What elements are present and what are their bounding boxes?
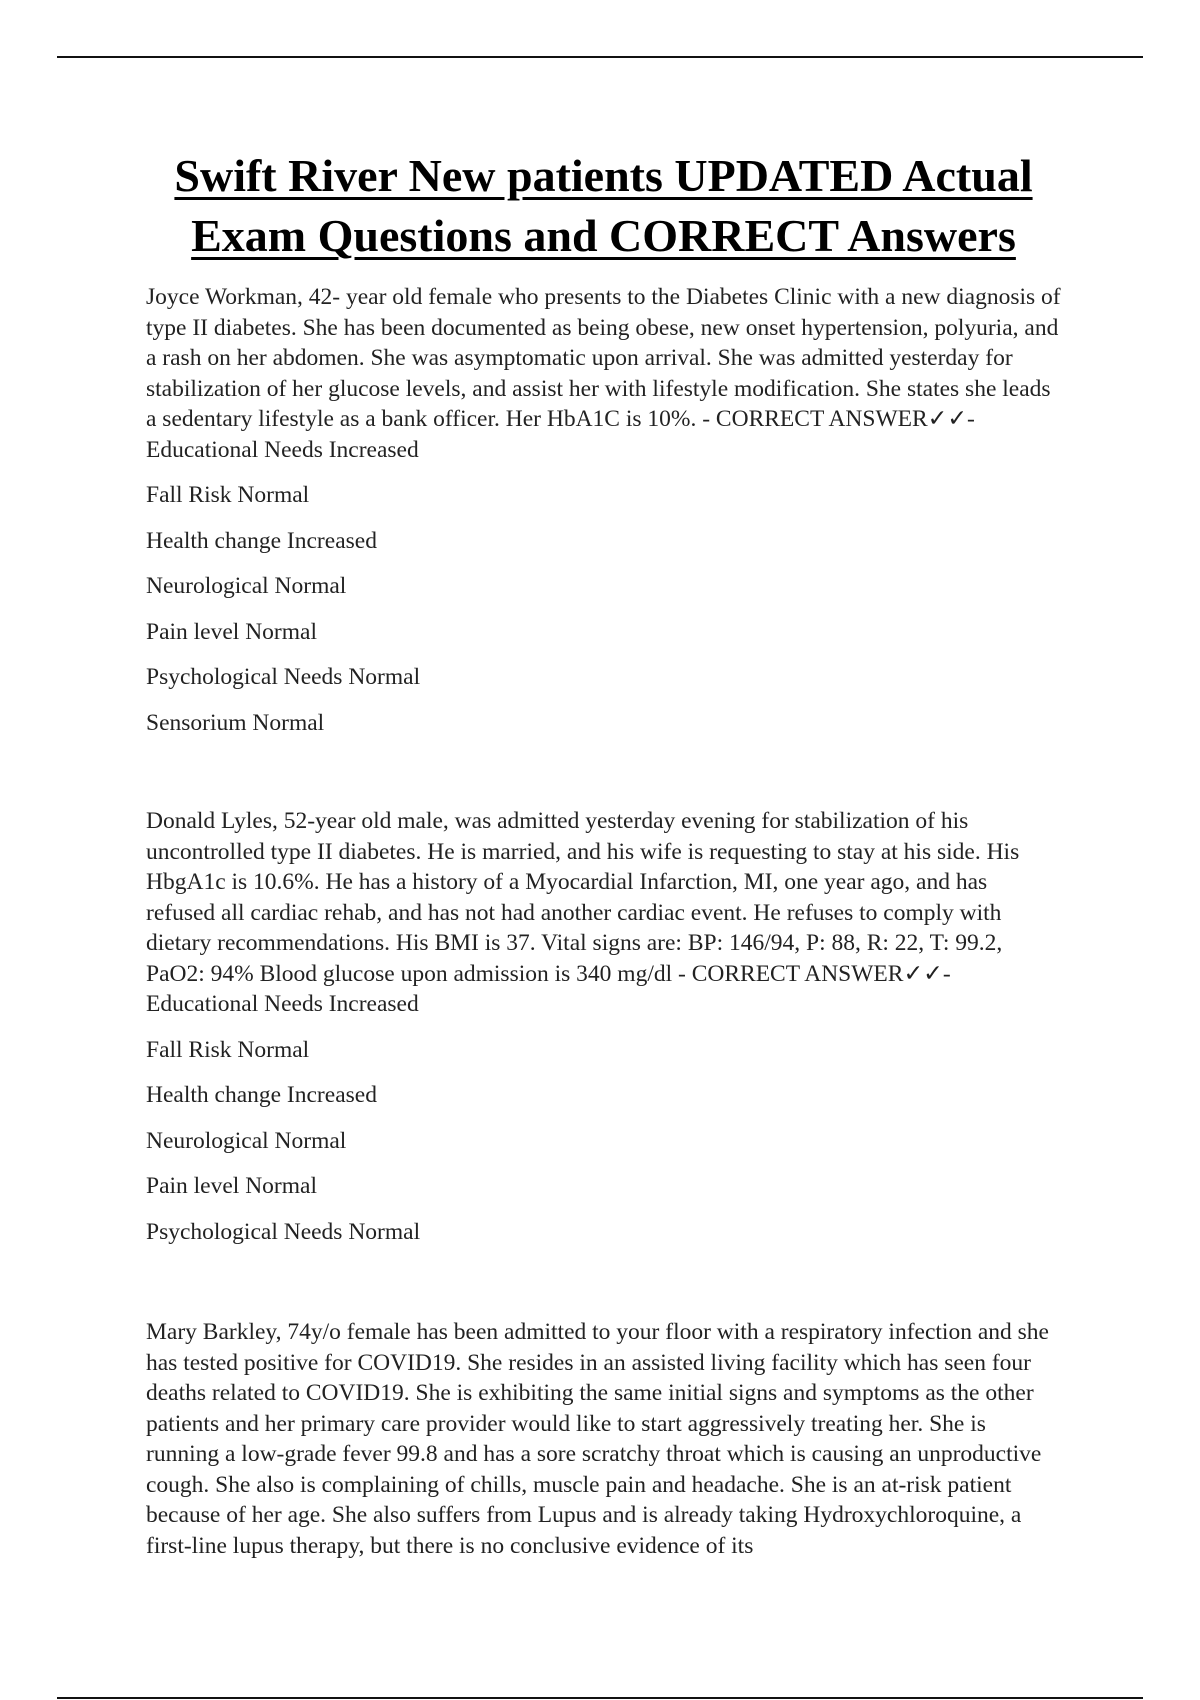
question-block-1 xyxy=(146,282,1061,738)
title-line-1: Swift River New patients UPDATED Actual xyxy=(174,150,1033,201)
answer-item: Fall Risk Normal xyxy=(146,482,310,508)
answer-item: Neurological Normal xyxy=(146,1127,347,1154)
section-spacer xyxy=(146,738,1061,806)
question-block-3 xyxy=(146,1317,1061,1561)
section-spacer xyxy=(146,1247,1061,1317)
answer-item: Psychological Needs Normal xyxy=(146,1218,421,1245)
answer-item: Fall Risk Normal xyxy=(146,1036,310,1063)
question-block-2 xyxy=(146,806,1061,1247)
question-text: Donald Lyles, 52-year old male, was admitted yesterday evening for stabilization of his uncontrolled type II diabetes. He is married, and his wife is requesting to stay at his side. His HbgA1c is 10.6%. He has a history of a Myocardial Infarction, MI, one year ago, and has refused all cardiac rehab, and has not had another cardiac event. He refuses to comply with dietary recommendations. His BMI is 37. Vital signs are: BP: 146/94, P: 88, R: 22, T: 99.2, PaO2: 94% Blood glucose upon admission is 340 mg/dl - CORRECT ANSWER✓✓- Educational Needs Increased xyxy=(146,808,1020,1017)
answer-item: Health change Increased xyxy=(146,527,377,554)
question-text: Mary Barkley, 74y/o female has been admitted to your floor with a respiratory infection and she has tested positive for COVID19. She resides in an assisted living facility which has seen four deaths related to COVID19. She is exhibiting the same initial signs and symptoms as the other patients and her primary care provider would like to start aggressively treating her. She is running a low-grade fever 99.8 and has a sore scratchy throat which is causing an unproductive cough. She also is complaining of chills, muscle pain and headache. She is an at-risk patient because of her age. She also suffers from Lupus and is already taking Hydroxychloroquine, a first-line lupus therapy, but there is no conclusive evidence of its xyxy=(146,1319,1049,1559)
answer-item: Pain level Normal xyxy=(146,618,317,645)
page-title xyxy=(146,146,1061,266)
answer-item: Health change Increased xyxy=(146,1082,377,1108)
answer-item: Neurological Normal xyxy=(146,573,347,599)
document-body xyxy=(146,146,1061,1561)
title-line-2: Exam Questions and CORRECT Answers xyxy=(191,210,1016,261)
bottom-rule xyxy=(57,1697,1143,1699)
answer-item: Pain level Normal xyxy=(146,1173,317,1199)
answer-item: Sensorium Normal xyxy=(146,709,325,736)
top-rule xyxy=(57,56,1143,58)
question-text: Joyce Workman, 42- year old female who presents to the Diabetes Clinic with a new diagnosis of type II diabetes. She has been documented as being obese, new onset hypertension, polyuria, and a rash on her abdomen. She was asymptomatic upon arrival. She was admitted yesterday for stabilization of her glucose levels, and assist her with lifestyle modification. She states she leads a sedentary lifestyle as a bank officer. Her HbA1C is 10%. - CORRECT ANSWER✓✓- Educational Needs Increased xyxy=(146,284,1061,463)
answer-item: Psychological Needs Normal xyxy=(146,664,421,690)
